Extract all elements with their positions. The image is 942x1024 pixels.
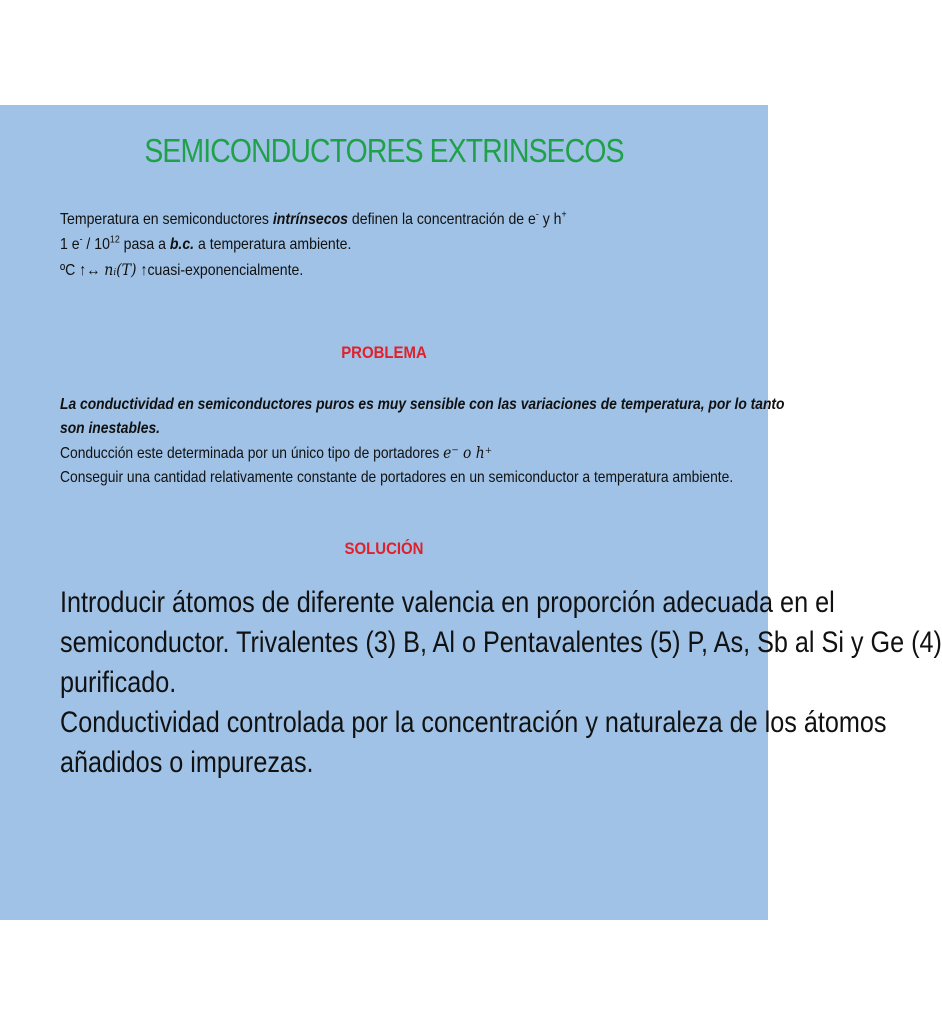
intro-text: a temperatura ambiente. [194, 236, 352, 253]
slide-title: SEMICONDUCTORES EXTRINSECOS [144, 132, 624, 169]
intro-text: y h [538, 211, 562, 228]
problema-block [60, 393, 785, 490]
intro-text: definen la concentración de e [347, 211, 536, 228]
problema-text: Conducción este determinada por un único tipo de portadores [60, 445, 444, 462]
superscript: - [535, 209, 539, 221]
intro-text: 1 e [60, 236, 80, 253]
intro-block [60, 207, 567, 282]
slide [0, 105, 942, 920]
solucion-line: purificado. [60, 666, 177, 699]
problema-heading: PROBLEMA [341, 343, 427, 362]
intro-text: ↑cuasi-exponencialmente. [136, 262, 304, 279]
intro-line-2 [60, 232, 567, 257]
problema-bold-line: La conductividad en semiconductores puros es muy sensible con las variaciones de temperatura, por lo tanto [60, 396, 785, 413]
intro-text: ºC ↑↔ [60, 262, 105, 279]
solucion-block [60, 583, 942, 783]
intro-text: / 10 [82, 236, 110, 253]
problema-line [60, 441, 717, 466]
problema-line: Conseguir una cantidad relativamente constante de portadores en un semiconductor a temperatura ambiente. [60, 469, 734, 486]
intro-text: pasa a [119, 236, 170, 253]
intro-line-3 [60, 257, 567, 282]
intro-text: Temperatura en semiconductores [60, 211, 273, 228]
solucion-line: Introducir átomos de diferente valencia en proporción adecuada en el [60, 586, 835, 619]
superscript: 12 [109, 234, 120, 246]
intro-line-1 [60, 207, 567, 232]
math-expression: nᵢ(T) [104, 260, 137, 279]
intro-emphasis: intrínsecos [272, 211, 348, 228]
superscript: - [79, 234, 83, 246]
math-expression: e⁻ o h⁺ [443, 443, 492, 462]
intro-emphasis: b.c. [169, 236, 195, 253]
superscript: + [561, 209, 567, 221]
solucion-line: semiconductor. Trivalentes (3) B, Al o Pentavalentes (5) P, As, Sb al Si y Ge (4) [60, 626, 942, 659]
solucion-line: añadidos o impurezas. [60, 746, 314, 779]
problema-bold-line: son inestables. [60, 420, 160, 437]
solucion-line: Conductividad controlada por la concentración y naturaleza de los átomos [60, 706, 887, 739]
solucion-heading: SOLUCIÓN [344, 539, 424, 558]
